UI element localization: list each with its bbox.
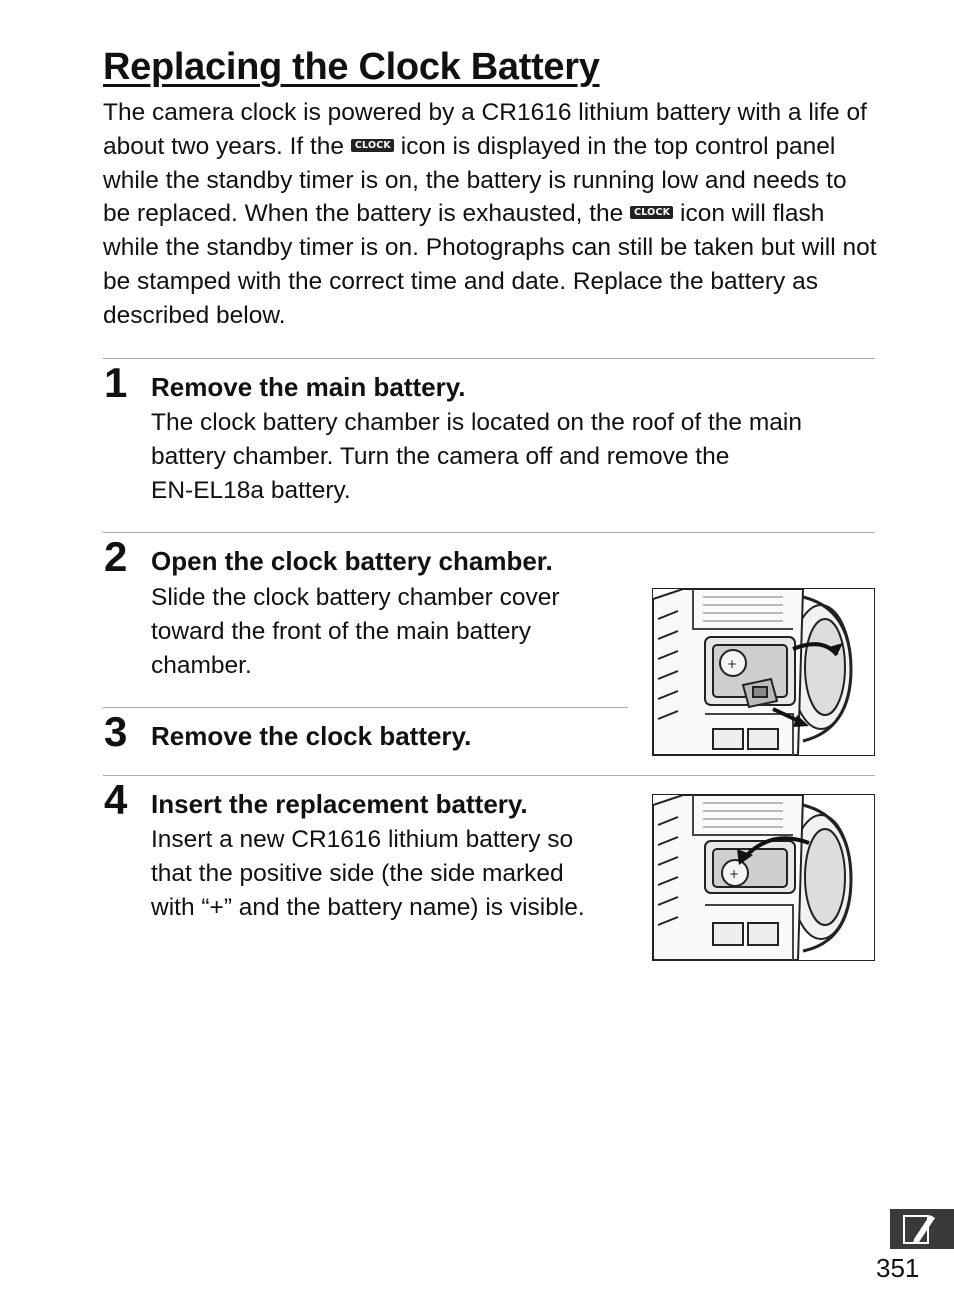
step-line: EN-EL18a battery. [151,476,351,504]
intro-text-3: icon will flash while the standby timer is on. Photographs can still be taken but will not be stamped with the correct time and date. Replace the battery as described below. [103,200,877,329]
intro-paragraph [103,96,878,333]
step-heading: Remove the main battery. [151,372,466,402]
intro-text-2: icon is displayed in the top control panel while the standby timer is on, the battery is running low and needs to be replaced. When the battery is exhausted, the [103,132,847,228]
step-line: battery chamber. Turn the camera off and remove the [151,442,730,470]
page-title: Replacing the Clock Battery [103,46,600,88]
notepad-pencil-icon [890,1209,954,1249]
camera-clock-battery-insert-illustration [652,794,875,961]
step-body [151,823,585,924]
step-heading: Remove the clock battery. [151,721,472,751]
step-body [151,581,560,682]
step-line: that the positive side (the side marked [151,859,564,887]
step-number: 3 [104,708,128,755]
chapter-tab [890,1209,954,1249]
step-body [151,406,802,507]
camera-clock-battery-cover-open-illustration [652,588,875,756]
step-line: Slide the clock battery chamber cover [151,584,560,611]
step-number: 2 [104,533,128,580]
step-heading: Open the clock battery chamber. [151,546,553,576]
step-number: 1 [104,359,128,406]
svg-text:+: + [727,657,738,671]
step-divider [103,775,875,776]
step-line: chamber. [151,651,252,679]
step-line: toward the front of the main battery [151,617,531,645]
step-line: Insert a new CR1616 lithium battery so [151,826,574,853]
step-number: 4 [104,776,128,823]
step-divider [103,707,628,708]
clock-icon: CLOCK [630,206,673,219]
svg-text:+: + [729,867,740,881]
step-divider [103,532,875,533]
step-line: with “+” and the battery name) is visible. [151,893,585,921]
page-number: 351 [876,1253,920,1283]
step-divider [103,358,875,359]
clock-icon: CLOCK [351,139,394,152]
step-line: The clock battery chamber is located on the roof of the main [151,409,802,436]
step-heading: Insert the replacement battery. [151,789,528,819]
intro-text-1: The camera clock is powered by a CR1616 lithium battery with a life of about two years. If the [103,99,867,160]
